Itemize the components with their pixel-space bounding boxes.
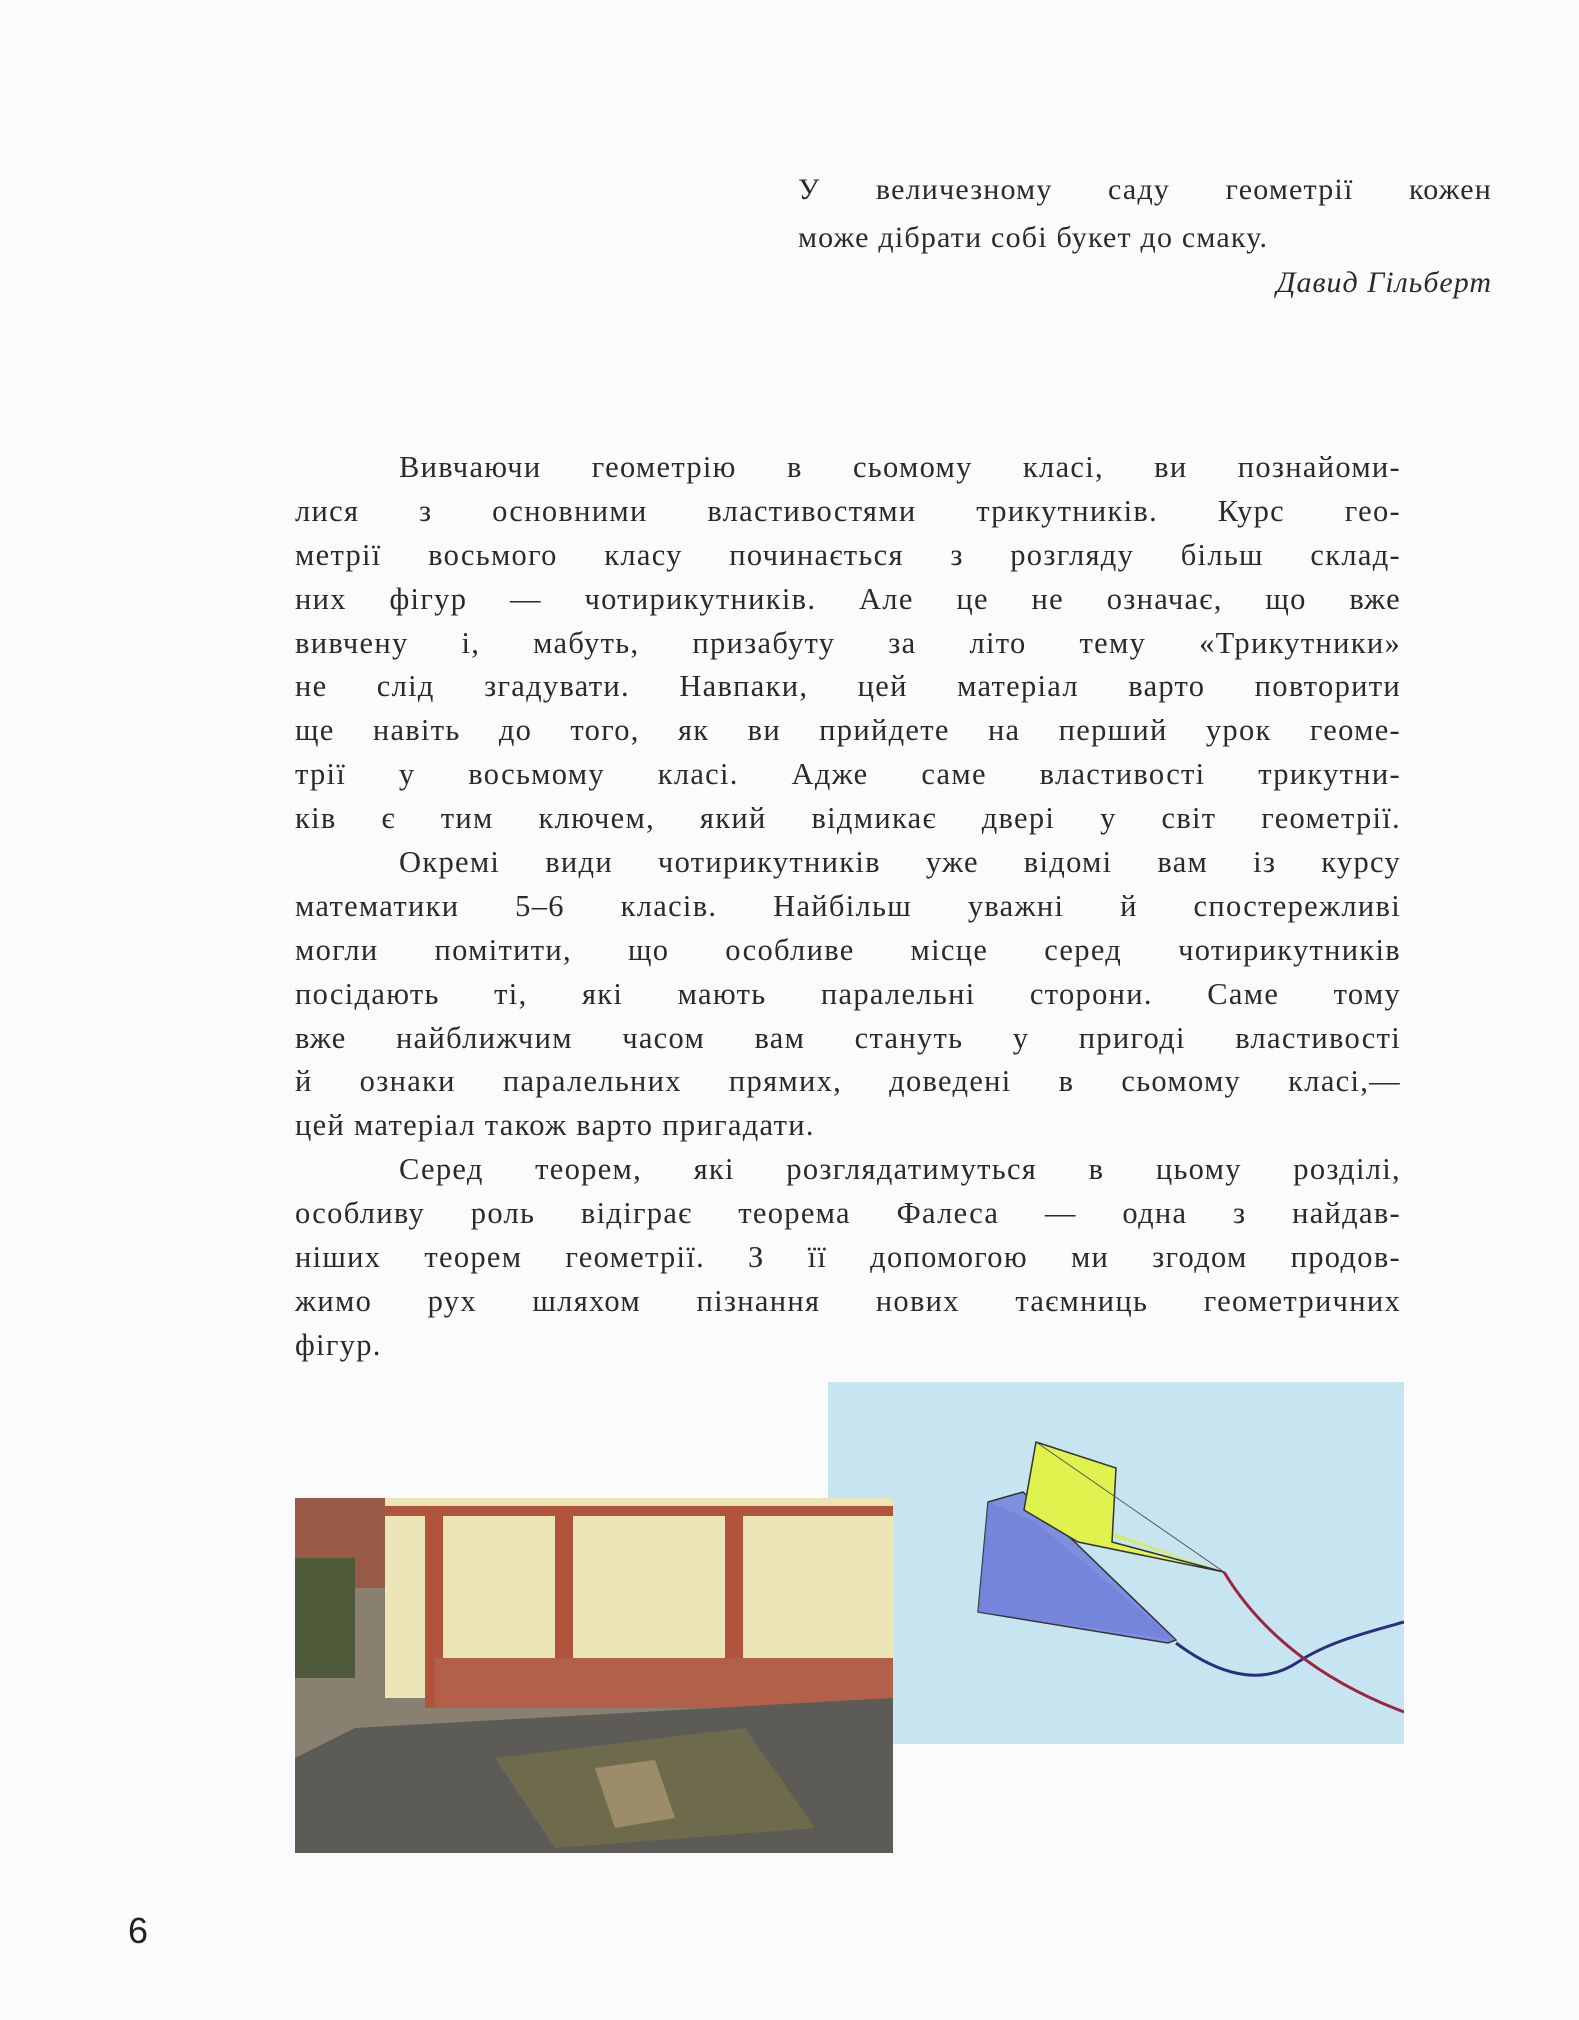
building-illustration (295, 1498, 893, 1853)
text-line: могли помітити, що особливе місце серед чотирикутників (295, 932, 1401, 967)
epigraph-line: У величезному саду геометрії кожен (798, 173, 1492, 206)
text-line: метрії восьмого класу починається з розгляду більш склад- (295, 537, 1401, 572)
text-line: вивчену і, мабуть, призабуту за літо тему «Трикутники» (295, 625, 1401, 660)
text-line: Окремі види чотирикутників уже відомі вам із курсу (399, 845, 1401, 880)
text-line: них фігур — чотирикутників. Але це не означає, що вже (295, 581, 1401, 616)
text-line: Серед теорем, які розглядатимуться в цьому розділі, (399, 1152, 1401, 1187)
text-line: фігур. (295, 1327, 382, 1362)
text-line: вже найближчим часом вам стануть у пригоді властивості (295, 1020, 1401, 1055)
text-line: цей матеріал також варто пригадати. (295, 1108, 815, 1143)
text-line: математики 5–6 класів. Найбільш уважні й спостережливі (295, 888, 1401, 923)
text-line: ніших теорем геометрії. З її допомогою ми згодом продов- (295, 1240, 1401, 1275)
text-line: трії у восьмому класі. Адже саме властивості трикутни- (295, 757, 1401, 792)
text-line: не слід згадувати. Навпаки, цей матеріал варто повторити (295, 669, 1401, 704)
text-line: жимо рух шляхом пізнання нових таємниць геометричних (295, 1283, 1401, 1318)
epigraph (798, 166, 1492, 262)
text-line: ків є тим ключем, який відмикає двері у світ геометрії. (295, 801, 1401, 836)
epigraph-author: Давид Гільберт (1276, 266, 1492, 299)
text-line: посідають ті, які мають паралельні сторони. Саме тому (295, 976, 1401, 1011)
text-line: лися з основними властивостями трикутників. Курс гео- (295, 493, 1401, 528)
body-text (295, 446, 1401, 1368)
text-line: Вивчаючи геометрію в сьомому класі, ви познайоми- (399, 450, 1401, 484)
text-line: ще навіть до того, як ви прийдете на перший урок геоме- (295, 713, 1401, 748)
kite-illustration (828, 1382, 1404, 1744)
text-line: особливу роль відіграє теорема Фалеса — одна з найдав- (295, 1196, 1401, 1231)
page-number: 6 (128, 1910, 149, 1951)
kite-photo (828, 1382, 1404, 1744)
epigraph-line: може дібрати собі букет до смаку. (798, 221, 1269, 254)
apartment-building-photo (295, 1498, 893, 1853)
text-line: й ознаки паралельних прямих, доведені в сьомому класі,— (295, 1064, 1401, 1099)
